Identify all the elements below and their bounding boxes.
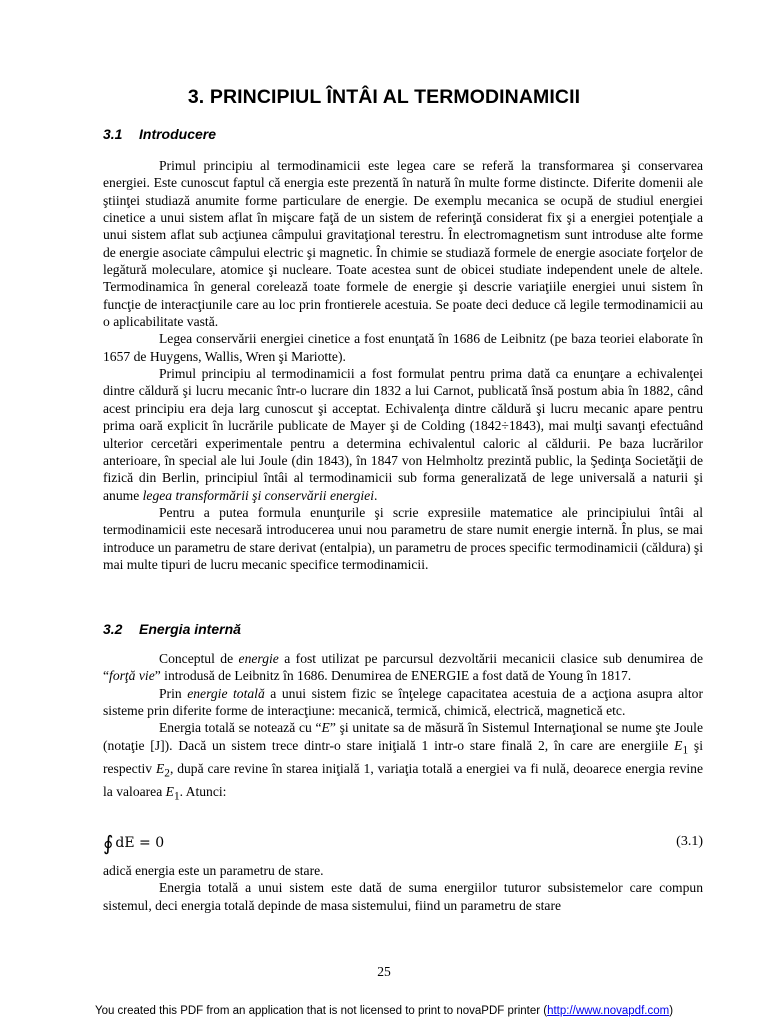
section-body-introducere [103,157,703,573]
page-title: 3. PRINCIPIUL ÎNTÂI AL TERMODINAMICII [187,86,581,108]
section-body-energia-interna-2 [103,862,703,914]
section-number: 3.1 [103,126,123,142]
term-forta-vie: forţă vie [109,668,155,684]
section-heading-energia-interna [103,621,241,637]
term-energie-totala: energie totală [187,685,265,701]
paragraph: Energia totală a unui sistem este dată de suma energiilor tuturor subsistemelor care compun sistemul, deci energia totală depinde de masa sistemului, fiind un parametru de stare [103,880,703,913]
closed-integral-symbol: ∮ [103,831,114,855]
section-number: 3.2 [103,621,123,637]
footer-text: You created this PDF from an application that is not licensed to print to novaPDF printer ( [94,1005,548,1017]
footer-text-end: ) [669,1005,674,1017]
paragraph: Primul principiu al termodinamicii a fost formulat pentru prima dată ca enunţare a echivalenţei dintre căldură şi lucru mecanic într-o lucrare din 1832 a lui Carnot, publicată însă postum abia în 1882, când acest principiu era deja larg cunoscut şi acceptat. Echivalenţa dintre căldură şi lucru mecanic apare pentru prima oară explicit în lucrările publicate de Mayer şi de Colding (1842÷1843), mai mulţi savanţi efectuând ulterior cercetări experimentale pentru a determina echivalentul caloric al căldurii. Pe baza lucrărilor anterioare, în special ale lui Joule (din 1843), în 1847 von Helmholtz prezintă public, la Şedinţa Societăţii de fizică din Berlin, principiul întâi al termodinamicii sub forma generalizată de lege universală a naturii şi anume legea transformării şi conservării energiei. [103,366,703,503]
novapdf-footer [0,1005,768,1017]
paragraph-text: Primul principiu al termodinamicii a fost formulat pentru prima dată ca enunţare a echivalenţei dintre căldură şi lucru mecanic într-o lucrare din 1832 a lui Carnot, publicată însă postum abia în 1882, când acest principiu era deja larg cunoscut şi acceptat. Echivalenţa dintre căldură şi lucru mecanic apare pentru prima oară explicit în lucrările publicate de Mayer şi de Colding (1842÷1843), mai mulţi savanţi efectuând ulterior cercetări experimentale pentru a determina echivalentul caloric al căldurii. Pe baza lucrărilor anterioare, în special ale lui Joule (din 1843), în 1847 von Helmholtz prezintă public, la Şedinţa Societăţii de fizică din Berlin, principiul întâi al termodinamicii sub forma generalizată de lege universală a naturii şi anume [103,366,703,503]
equation-formula [103,831,164,855]
paragraph: adică energia este un parametru de stare. [103,863,324,878]
equation-expression: dE = 0 [115,835,165,851]
section-title: Energia internă [139,621,241,637]
paragraph: Conceptul de energie a fost utilizat pe parcursul dezvoltării mecanicii clasice sub denumirea de “forţă vie” introdusă de Leibnitz în 1686. Denumirea de ENERGIE a fost dată de Young în 1817. [103,651,703,684]
section-title: Introducere [139,126,217,142]
symbol-E: E [321,720,330,736]
section-heading-introducere [103,126,216,142]
law-name: legea transformării şi conservării energiei [142,487,374,503]
page-number: 25 [377,964,391,979]
paragraph: Primul principiu al termodinamicii este legea care se referă la transformarea şi conservarea energiei. Este cunoscut faptul că energia este prezentă în natură în multe forme distincte. Diferite domenii ale ştiinţei studiază anumite forme particulare de energie. De exemplu mecanica se ocupă de studiul energiei cinetice a unui sistem aflat în mişcare faţă de un sistem de referinţă considerat fix şi a energiei potenţiale a unui sistem aflat sub acţiunea câmpului gravitaţional terestru. În electromagnetism sunt introduse alte forme de energie asociate câmpului electric şi magnetic. În chimie se studiază formele de energie asociate forţelor de legătură moleculare, atomice şi nucleare. Toate acestea sunt de obicei studiate independent unele de altele. Termodinamica în general corelează toate formele de energie şi descrie variaţiile energiei unui sistem în funcţie de interacţiunile care au loc prin frontierele acestuia. Se poate deci deduce că legile termodinamicii au o aplicabilitate vastă. [103,158,703,330]
paragraph: Legea conservării energiei cinetice a fost enunţată în 1686 de Leibnitz (pe baza teoriei elaborate în 1657 de Huygens, Wallis, Wren şi Mariotte). [103,331,703,364]
equation-number: (3.1) [676,834,703,849]
paragraph: Energia totală se notează cu “E” şi unitate sa de măsură în Sistemul Internaţional se nume şte Joule (notaţie [J]). Dacă un sistem trece dintr-o stare iniţială 1 intr-o stare finală 2, în care are energiile $E_1$ şi respectiv $E_2$, după care revine în starea iniţială 1, variaţia totală a energiei va fi nulă, deoarece energia revine la valoarea $E_1$. Atunci: [103,720,703,803]
equation-3-1 [103,829,703,857]
paragraph: Pentru a putea formula enunţurile şi scrie expresiile matematice ale principiului întâi al termodinamicii este necesară introducerea unui nou parametru de stare numit energie internă. În plus, se mai introduce un parametru de stare derivat (entalpia), un parametru de proces specific termodinamicii (căldura) şi mai multe tipuri de lucru mecanic specifice termodinamicii. [103,504,703,572]
novapdf-link[interactable]: http://www.novapdf.com [547,1005,670,1017]
term-energie: energie [238,651,279,666]
paragraph: Prin energie totală a unui sistem fizic se înţelege capacitatea acestuia de a acţiona asupra altor sisteme prin diferite forme de interacţiune: mecanică, termică, chimică, electrică, magnetică etc. [103,685,703,719]
section-body-energia-interna-1 [103,650,703,806]
